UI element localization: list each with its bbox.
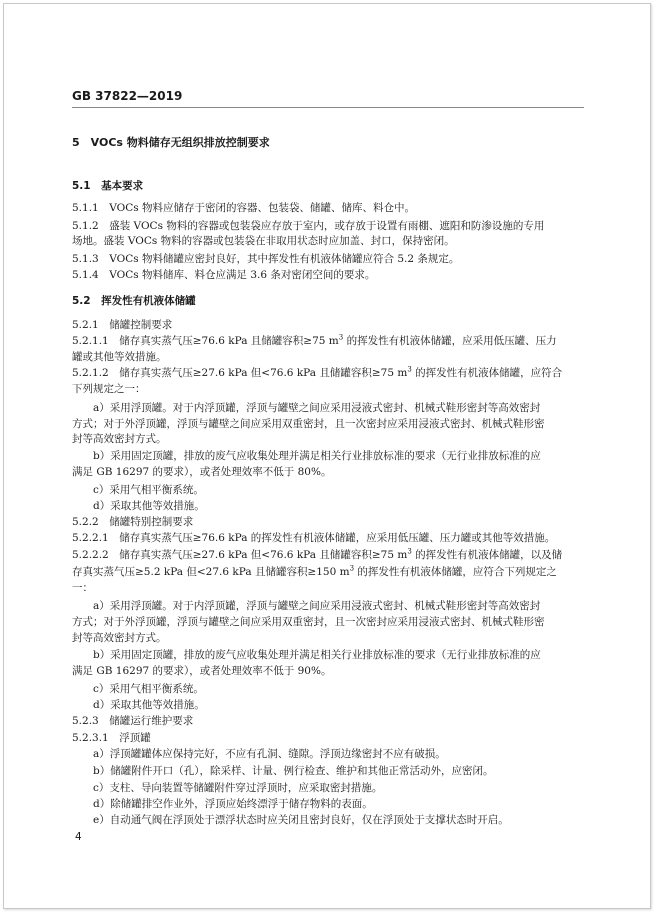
floating-roof-item-b: b）储罐附件开口（孔），除采样、计量、例行检查、维护和其他正常活动外，应密闭。: [93, 765, 494, 777]
section-5-1-heading: 5.1 基本要求: [72, 180, 144, 192]
item-d2: d）采取其他等效措施。: [93, 699, 205, 711]
clause-text-end: 的挥发性有机液体储罐，应符合: [411, 367, 563, 379]
clause-text-end: 的挥发性有机液体储罐，应采用低压罐、压力: [343, 335, 557, 347]
floating-roof-item-a: a）浮顶罐罐体应保持完好，不应有孔洞、缝隙。浮顶边缘密封不应有破损。: [93, 748, 446, 760]
clause-5-2-1-2: [72, 366, 562, 380]
item-a-line3: 封等高效密封方式。: [72, 433, 167, 445]
item-b2-line1: b）采用固定顶罐，排放的废气应收集处理并满足相关行业排放标准的要求（无行业排放标准的应: [93, 649, 541, 661]
clause-5-2-1-1: [72, 334, 557, 348]
standard-number: GB 37822—2019: [72, 89, 183, 103]
section-5-2-heading: 5.2 挥发性有机液体储罐: [72, 295, 196, 307]
clause-5-2-2-2-line3: 一：: [72, 582, 93, 594]
clause-5-1-1: 5.1.1 VOCs 物料应储存于密闭的容器、包装袋、储罐、储库、料仓中。: [72, 202, 415, 214]
clause-text: 5.2.1.1 储存真实蒸气压≥76.6 kPa 且储罐容积≥75 m: [72, 335, 339, 347]
clause-5-2-3: 5.2.3 储罐运行维护要求: [72, 715, 194, 727]
floating-roof-item-d: d）除储罐排空作业外，浮顶应始终漂浮于储存物料的表面。: [93, 798, 373, 810]
clause-5-1-2-cont: 场地。盛装 VOCs 物料的容器或包装袋在非取用状态时应加盖、封口，保持密闭。: [72, 235, 455, 247]
item-b-line2: 满足 GB 16297 的要求），或者处理效率不低于 80%。: [72, 466, 332, 478]
clause-5-1-3: 5.1.3 VOCs 物料储罐应密封良好，其中挥发性有机液体储罐应符合 5.2 条规定。: [72, 253, 460, 265]
clause-text: 5.2.2.2 储存真实蒸气压≥27.6 kPa 但<76.6 kPa 且储罐容积≥75 m: [72, 549, 408, 561]
superscript: 3: [407, 365, 412, 374]
item-b-line1: b）采用固定顶罐，排放的废气应收集处理并满足相关行业排放标准的要求（无行业排放标准的应: [93, 450, 541, 462]
clause-5-2-1: 5.2.1 储罐控制要求: [72, 319, 173, 331]
clause-5-2-2: 5.2.2 储罐特别控制要求: [72, 516, 194, 528]
item-a2-line1: a）采用浮顶罐。对于内浮顶罐，浮顶与罐壁之间应采用浸液式密封、机械式鞋形密封等高效密封: [93, 600, 541, 612]
superscript: 3: [349, 564, 355, 573]
clause-5-2-3-1: 5.2.3.1 浮顶罐: [72, 732, 151, 744]
item-a-line1: a）采用浮顶罐。对于内浮顶罐，浮顶与罐壁之间应采用浸液式密封、机械式鞋形密封等高效密封: [93, 402, 541, 414]
header-rule: [72, 107, 584, 108]
clause-text: 5.2.1.2 储存真实蒸气压≥27.6 kPa 但<76.6 kPa 且储罐容积≥75 m: [72, 367, 408, 379]
clause-5-2-1-2-cont: 下列规定之一：: [72, 383, 146, 395]
item-c2: c）采用气相平衡系统。: [93, 683, 204, 695]
floating-roof-item-c: c）支柱、导向装置等储罐附件穿过浮顶时，应采取密封措施。: [93, 782, 383, 794]
section-5-title: 5 VOCs 物料储存无组织排放控制要求: [72, 136, 270, 149]
superscript: 3: [407, 547, 412, 556]
clause-5-2-2-2-line2: [72, 565, 557, 579]
clause-text-end: 的挥发性有机液体储罐，以及储: [411, 549, 563, 561]
item-b2-line2: 满足 GB 16297 的要求），或者处理效率不低于 90%。: [72, 665, 332, 677]
item-a2-line2: 方式；对于外浮顶罐，浮顶与罐壁之间应采用双重密封，且一次密封应采用浸液式密封、机械式鞋形密: [72, 616, 545, 628]
clause-5-2-2-1: 5.2.2.1 储存真实蒸气压≥76.6 kPa 的挥发性有机液体储罐，应采用低压罐、压力罐或其他等效措施。: [72, 532, 556, 544]
superscript: 3: [338, 333, 344, 342]
clause-5-2-1-1-cont: 罐或其他等效措施。: [72, 351, 167, 363]
floating-roof-item-e: e）自动通气阀在浮顶处于漂浮状态时应关闭且密封良好，仅在浮顶处于支撑状态时开启。: [93, 814, 509, 826]
clause-text-end: 的挥发性有机液体储罐，应符合下列规定之: [354, 566, 557, 578]
clause-5-2-2-2: [72, 548, 562, 562]
item-d: d）采取其他等效措施。: [93, 500, 205, 512]
item-c: c）采用气相平衡系统。: [93, 484, 204, 496]
item-a-line2: 方式；对于外浮顶罐，浮顶与罐壁之间应采用双重密封，且一次密封应采用浸液式密封、机械式鞋形密: [72, 418, 545, 430]
clause-5-1-2: 5.1.2 盛装 VOCs 物料的容器或包装袋应存放于室内，或存放于设置有雨棚、遮阳和防渗设施的专用: [72, 220, 545, 232]
clause-text: 存真实蒸气压≥5.2 kPa 但<27.6 kPa 且储罐容积≥150 m: [72, 566, 350, 578]
page-number: 4: [75, 831, 82, 843]
item-a2-line3: 封等高效密封方式。: [72, 632, 167, 644]
clause-5-1-4: 5.1.4 VOCs 物料储库、料仓应满足 3.6 条对密闭空间的要求。: [72, 269, 376, 281]
